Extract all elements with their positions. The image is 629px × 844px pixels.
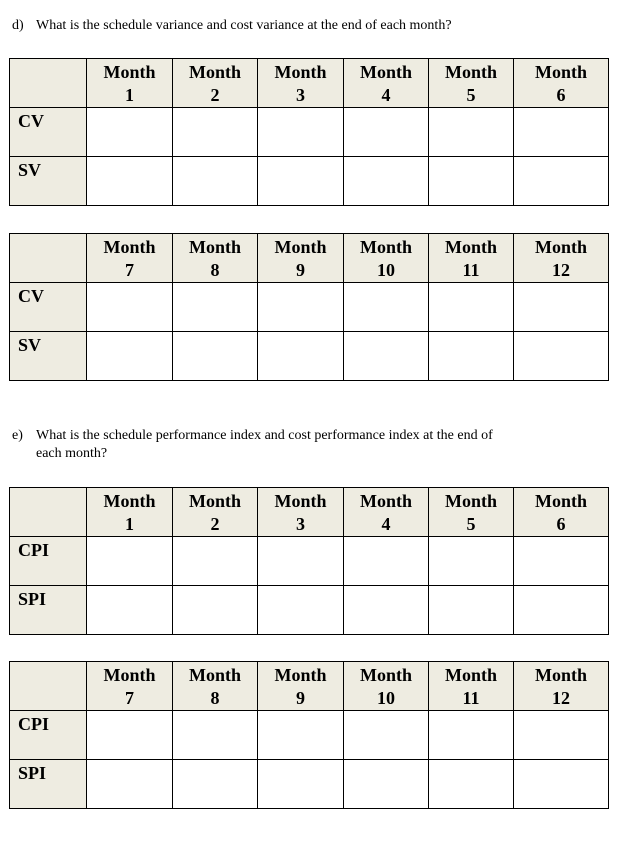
- month-number: 7: [125, 260, 134, 280]
- question-d-letter: d): [12, 18, 24, 33]
- table-row: [10, 760, 609, 809]
- answer-cell-area[interactable]: [344, 586, 428, 634]
- month-word: Month: [274, 665, 327, 685]
- answer-cell-area[interactable]: [344, 537, 428, 585]
- answer-cell-area[interactable]: [344, 332, 428, 380]
- month-word: Month: [444, 62, 497, 82]
- answer-cell[interactable]: [344, 332, 429, 381]
- row-label: CV: [10, 283, 87, 332]
- header-row: [10, 234, 609, 283]
- answer-cell[interactable]: [514, 760, 609, 809]
- answer-cell[interactable]: [173, 760, 258, 809]
- month-word: Month: [359, 62, 412, 82]
- month-header: [173, 234, 258, 283]
- month-word: Month: [444, 665, 497, 685]
- answer-cell-area[interactable]: [514, 108, 608, 156]
- answer-table: [9, 661, 609, 809]
- month-number: 2: [210, 514, 220, 534]
- corner-cell: [10, 488, 87, 537]
- answer-cell[interactable]: [258, 537, 344, 586]
- answer-cell-area[interactable]: [258, 108, 343, 156]
- month-header: [87, 59, 173, 108]
- answer-cell[interactable]: [258, 157, 344, 206]
- answer-cell[interactable]: [344, 283, 429, 332]
- month-word: Month: [534, 491, 587, 511]
- answer-cell-area[interactable]: [514, 157, 608, 205]
- question-e-line-2: each month?: [36, 446, 108, 461]
- answer-cell-area[interactable]: [514, 711, 608, 759]
- month-header: [514, 234, 609, 283]
- answer-cell-area[interactable]: [87, 586, 172, 634]
- answer-cell[interactable]: [173, 586, 258, 635]
- month-number: 3: [296, 85, 305, 105]
- question-e-letter: e): [12, 428, 23, 443]
- row-label: CV: [10, 108, 87, 157]
- month-word: Month: [188, 665, 241, 685]
- answer-cell-area[interactable]: [514, 332, 608, 380]
- month-header: [514, 662, 609, 711]
- answer-cell[interactable]: [514, 332, 609, 381]
- question-e: [12, 427, 612, 463]
- answer-cell-area[interactable]: [514, 537, 608, 585]
- month-word: Month: [444, 491, 497, 511]
- answer-table: [9, 487, 609, 635]
- month-header: [344, 59, 429, 108]
- answer-cell-area[interactable]: [429, 157, 513, 205]
- answer-cell-area[interactable]: [173, 711, 257, 759]
- month-header: [87, 234, 173, 283]
- answer-cell-area[interactable]: [87, 760, 172, 808]
- answer-cell[interactable]: [344, 157, 429, 206]
- answer-cell-area[interactable]: [514, 283, 608, 331]
- month-number: 2: [210, 85, 220, 105]
- month-header: [429, 59, 514, 108]
- month-word: Month: [103, 491, 156, 511]
- answer-cell-area[interactable]: [258, 332, 343, 380]
- answer-cell-area[interactable]: [258, 283, 343, 331]
- month-word: Month: [188, 491, 241, 511]
- answer-cell-area[interactable]: [258, 711, 343, 759]
- answer-cell-area[interactable]: [258, 157, 343, 205]
- month-word: Month: [534, 665, 587, 685]
- answer-cell[interactable]: [258, 283, 344, 332]
- month-number: 10: [377, 260, 395, 280]
- answer-cell[interactable]: [344, 586, 429, 635]
- month-word: Month: [534, 62, 587, 82]
- month-number: 3: [296, 514, 305, 534]
- month-header: [87, 488, 173, 537]
- answer-cell[interactable]: [87, 283, 173, 332]
- answer-cell-area[interactable]: [258, 586, 343, 634]
- answer-cell-area[interactable]: [173, 537, 257, 585]
- answer-cell-area[interactable]: [87, 157, 172, 205]
- table-row: [10, 586, 609, 635]
- month-number: 11: [462, 688, 480, 708]
- answer-cell[interactable]: [87, 711, 173, 760]
- answer-cell-area[interactable]: [258, 537, 343, 585]
- header-row: [10, 662, 609, 711]
- answer-cell-area[interactable]: [87, 283, 172, 331]
- question-d-text: What is the schedule variance and cost variance at the end of each month?: [36, 18, 452, 33]
- answer-cell[interactable]: [344, 760, 429, 809]
- table-row: [10, 711, 609, 760]
- answer-cell[interactable]: [429, 586, 514, 635]
- answer-cell-area[interactable]: [429, 586, 513, 634]
- answer-cell-area[interactable]: [173, 586, 257, 634]
- row-label: SV: [10, 332, 87, 381]
- answer-cell[interactable]: [429, 108, 514, 157]
- answer-cell[interactable]: [173, 157, 258, 206]
- answer-cell-area[interactable]: [87, 108, 172, 156]
- month-number: 4: [381, 85, 391, 105]
- answer-table: [9, 58, 609, 206]
- month-word: Month: [274, 491, 327, 511]
- answer-cell[interactable]: [173, 537, 258, 586]
- month-word: Month: [274, 237, 327, 257]
- answer-cell-area[interactable]: [87, 711, 172, 759]
- month-header: [344, 662, 429, 711]
- month-number: 5: [466, 85, 476, 105]
- month-word: Month: [359, 237, 412, 257]
- month-number: 11: [462, 260, 480, 280]
- answer-cell[interactable]: [514, 108, 609, 157]
- answer-cell-area[interactable]: [173, 332, 257, 380]
- row-label: SPI: [10, 586, 87, 635]
- month-header: [514, 488, 609, 537]
- table-row: [10, 157, 609, 206]
- month-number: 8: [210, 260, 220, 280]
- month-header: [173, 488, 258, 537]
- corner-cell: [10, 59, 87, 108]
- month-number: 8: [210, 688, 220, 708]
- question-e-line-1: What is the schedule performance index and cost performance index at the end of: [36, 428, 493, 443]
- answer-cell-area[interactable]: [344, 108, 428, 156]
- month-header: [344, 488, 429, 537]
- month-header: [173, 662, 258, 711]
- answer-cell-area[interactable]: [87, 537, 172, 585]
- answer-cell-area[interactable]: [429, 108, 513, 156]
- month-word: Month: [444, 237, 497, 257]
- month-number: 9: [296, 260, 305, 280]
- answer-cell-area[interactable]: [429, 711, 513, 759]
- month-number: 5: [466, 514, 476, 534]
- answer-cell-area[interactable]: [173, 108, 257, 156]
- answer-table: [9, 233, 609, 381]
- answer-cell-area[interactable]: [429, 537, 513, 585]
- answer-cell[interactable]: [429, 332, 514, 381]
- month-header: [258, 234, 344, 283]
- answer-cell-area[interactable]: [173, 283, 257, 331]
- month-number: 12: [552, 260, 570, 280]
- month-header: [344, 234, 429, 283]
- month-word: Month: [103, 665, 156, 685]
- month-header: [258, 662, 344, 711]
- answer-cell-area[interactable]: [87, 332, 172, 380]
- answer-cell[interactable]: [258, 586, 344, 635]
- answer-cell-area[interactable]: [429, 332, 513, 380]
- month-word: Month: [359, 491, 412, 511]
- table-row: [10, 537, 609, 586]
- answer-cell[interactable]: [87, 332, 173, 381]
- answer-cell[interactable]: [514, 586, 609, 635]
- month-number: 1: [125, 514, 134, 534]
- month-word: Month: [188, 237, 241, 257]
- month-header: [429, 662, 514, 711]
- table-row: [10, 332, 609, 381]
- answer-cell[interactable]: [429, 537, 514, 586]
- answer-cell[interactable]: [258, 332, 344, 381]
- row-label: SPI: [10, 760, 87, 809]
- month-word: Month: [103, 62, 156, 82]
- answer-cell[interactable]: [258, 760, 344, 809]
- answer-cell[interactable]: [87, 157, 173, 206]
- row-label: CPI: [10, 537, 87, 586]
- answer-cell-area[interactable]: [429, 760, 513, 808]
- month-word: Month: [534, 237, 587, 257]
- month-number: 7: [125, 688, 134, 708]
- month-word: Month: [188, 62, 241, 82]
- header-row: [10, 59, 609, 108]
- row-label: CPI: [10, 711, 87, 760]
- corner-cell: [10, 662, 87, 711]
- answer-cell[interactable]: [173, 332, 258, 381]
- month-number: 12: [552, 688, 570, 708]
- answer-cell[interactable]: [258, 108, 344, 157]
- answer-cell[interactable]: [87, 586, 173, 635]
- row-label: SV: [10, 157, 87, 206]
- answer-cell[interactable]: [87, 108, 173, 157]
- month-word: Month: [274, 62, 327, 82]
- month-word: Month: [103, 237, 156, 257]
- question-d: [12, 17, 612, 35]
- answer-cell[interactable]: [514, 711, 609, 760]
- month-header: [429, 234, 514, 283]
- month-number: 6: [556, 85, 566, 105]
- question-e-text: [36, 427, 576, 463]
- answer-cell[interactable]: [429, 157, 514, 206]
- table-row: [10, 108, 609, 157]
- answer-cell-area[interactable]: [344, 157, 428, 205]
- month-number: 10: [377, 688, 395, 708]
- answer-cell[interactable]: [173, 283, 258, 332]
- month-word: Month: [359, 665, 412, 685]
- month-header: [258, 59, 344, 108]
- month-number: 4: [381, 514, 391, 534]
- answer-cell[interactable]: [173, 108, 258, 157]
- table-row: [10, 283, 609, 332]
- answer-cell[interactable]: [514, 537, 609, 586]
- answer-cell-area[interactable]: [258, 760, 343, 808]
- month-header: [173, 59, 258, 108]
- month-number: 9: [296, 688, 305, 708]
- answer-cell[interactable]: [173, 711, 258, 760]
- answer-cell[interactable]: [258, 711, 344, 760]
- header-row: [10, 488, 609, 537]
- answer-cell[interactable]: [429, 283, 514, 332]
- answer-cell[interactable]: [344, 711, 429, 760]
- answer-cell[interactable]: [87, 760, 173, 809]
- month-header: [429, 488, 514, 537]
- answer-cell-area[interactable]: [344, 760, 428, 808]
- answer-cell-area[interactable]: [344, 283, 428, 331]
- answer-cell[interactable]: [514, 283, 609, 332]
- answer-cell-area[interactable]: [344, 711, 428, 759]
- month-header: [514, 59, 609, 108]
- month-number: 6: [556, 514, 566, 534]
- answer-cell[interactable]: [87, 537, 173, 586]
- answer-cell[interactable]: [429, 760, 514, 809]
- answer-cell[interactable]: [429, 711, 514, 760]
- month-header: [87, 662, 173, 711]
- answer-cell-area[interactable]: [429, 283, 513, 331]
- month-number: 1: [125, 85, 134, 105]
- corner-cell: [10, 234, 87, 283]
- answer-cell[interactable]: [344, 108, 429, 157]
- answer-cell[interactable]: [514, 157, 609, 206]
- answer-cell-area[interactable]: [514, 760, 608, 808]
- answer-cell-area[interactable]: [514, 586, 608, 634]
- answer-cell-area[interactable]: [173, 760, 257, 808]
- answer-cell-area[interactable]: [173, 157, 257, 205]
- answer-cell[interactable]: [344, 537, 429, 586]
- month-header: [258, 488, 344, 537]
